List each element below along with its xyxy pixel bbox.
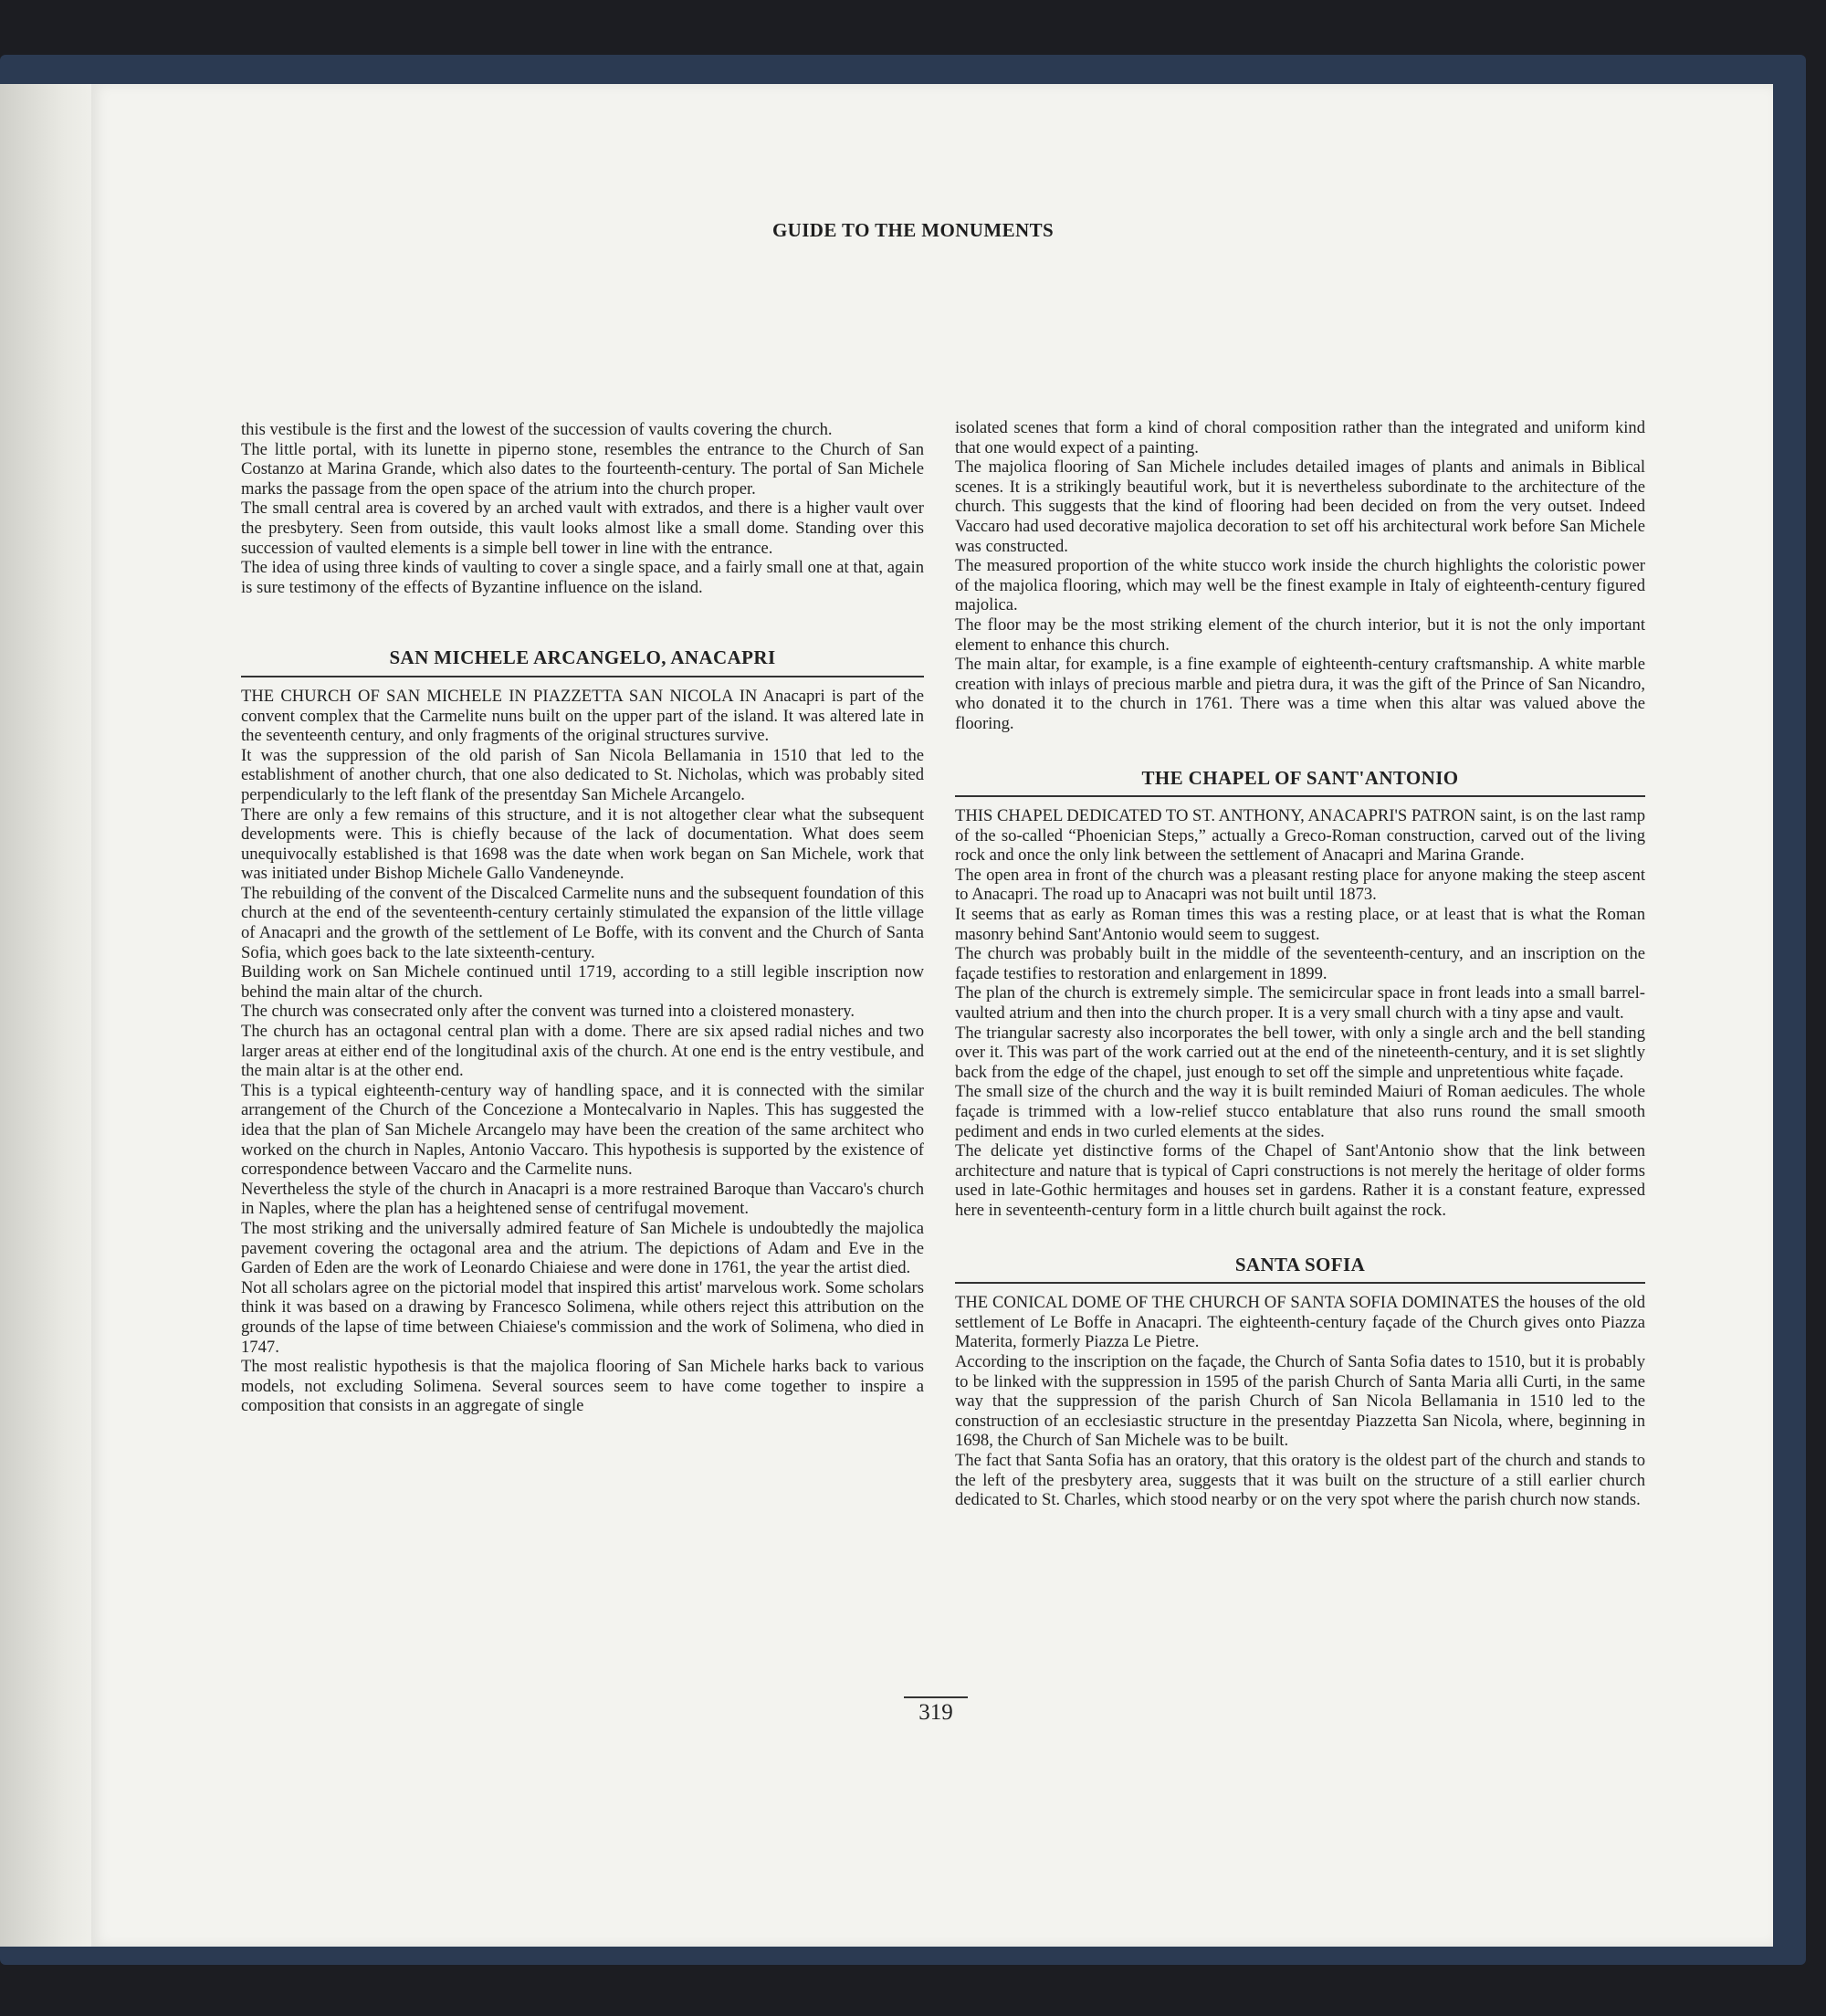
paragraph: The open area in front of the church was a pleasant resting place for anyone making the steep ascent to Anacapri. The road up to Anacapri was not built until 1873. — [955, 865, 1645, 905]
paragraph: THE CHURCH OF SAN MICHELE IN PIAZZETTA SAN NICOLA IN Anacapri is part of the convent complex that the Carmelite nuns built on the upper part of the island. It was altered late in the seventeenth century, and only fragments of the original structures survive. — [241, 686, 924, 746]
paragraph: The small central area is covered by an arched vault with extrados, and there is a higher vault over the presbytery. Seen from outside, this vault looks almost like a small dome. Standing over this succession of vaulted elements is a simple bell tower in line with the entrance. — [241, 499, 924, 558]
paragraph: The little portal, with its lunette in piperno stone, resembles the entrance to the Church of San Costanzo at Marina Grande, which also dates to the fourteenth-century. The portal of San Michele marks the passage from the open space of the atrium into the church proper. — [241, 439, 924, 499]
paragraph: The church was consecrated only after the convent was turned into a cloistered monastery. — [241, 1002, 855, 1022]
paragraph: It was the suppression of the old parish of San Nicola Bellamania in 1510 that led to the establishment of another church, that one also dedicated to St. Nicholas, which was probably sited perpendicularly to the left flank of the presentday San Michele Arcangelo. — [241, 745, 924, 804]
paragraph: The most striking and the universally admired feature of San Michele is undoubtedly the majolica pavement covering the octagonal area and the atrium. The depictions of Adam and Eve in the Garden of Eden are the work of Leonardo Chiaiese and were done in 1761, the year the artist died. — [241, 1218, 924, 1278]
paragraph: There are only a few remains of this structure, and it is not altogether clear what the subsequent developments were. This is chiefly because of the lack of documentation. What does seem unequivocally established is that 1698 was the date when work began on San Michele, work that was initiated under Bishop Michele Gallo Vandeneynde. — [241, 804, 924, 884]
paragraph: The main altar, for example, is a fine example of eighteenth-century craftsmanship. A white marble creation with inlays of precious marble and pietra dura, it was the gift of the Prince of San Nicandro, who donated it to the church in 1761. There was a time when this altar was valued above the flooring. — [955, 655, 1645, 733]
paragraph: The church was probably built in the middle of the seventeenth-century, and an inscription on the façade testifies to restoration and enlargement in 1899. — [955, 944, 1645, 983]
right-column — [955, 418, 1645, 1510]
paragraph: It seems that as early as Roman times this was a resting place, or at least that is what the Roman masonry behind Sant'Antonio would seem to suggest. — [955, 905, 1645, 944]
paragraph: Building work on San Michele continued until 1719, according to a still legible inscription now behind the main altar of the church. — [241, 962, 924, 1002]
paragraph: Nevertheless the style of the church in Anacapri is a more restrained Baroque than Vaccaro's church in Naples, where the plan has a heightened sense of centrifugal movement. — [241, 1179, 924, 1219]
running-head: GUIDE TO THE MONUMENTS — [771, 219, 1055, 241]
paragraph: The most realistic hypothesis is that the majolica flooring of San Michele harks back to various models, not excluding Solimena. Several sources seem to have come together to inspire a composition that consists in an aggregate of single — [241, 1357, 924, 1416]
paragraph: The idea of using three kinds of vaulting to cover a single space, and a fairly small one at that, again is sure testimony of the effects of Byzantine influence on the island. — [241, 558, 924, 597]
paragraph: The rebuilding of the convent of the Discalced Carmelite nuns and the subsequent foundation of this church at the end of the seventeenth-century certainly stimulated the expansion of the little village of Anacapri and the growth of the settlement of Le Boffe, with its convent and the Church of Santa Sofia, which goes back to the late sixteenth-century. — [241, 883, 924, 962]
left-column — [241, 420, 924, 1416]
section-heading-sant-antonio: THE CHAPEL OF SANT'ANTONIO — [955, 769, 1645, 798]
paragraph: this vestibule is the first and the lowest of the succession of vaults covering the church. — [241, 420, 833, 439]
paragraph: The measured proportion of the white stucco work inside the church highlights the coloristic power of the majolica flooring, which may well be the finest example in Italy of eighteenth-century figured majolica. — [955, 556, 1645, 615]
paragraph: THIS CHAPEL DEDICATED TO ST. ANTHONY, ANACAPRI'S PATRON saint, is on the last ramp of the so-called “Phoenician Steps,” actually a Greco-Roman construction, carved out of the living rock and once the only link between the settlement of Anacapri and Marina Grande. — [955, 806, 1645, 866]
paragraph: According to the inscription on the façade, the Church of Santa Sofia dates to 1510, but it is probably to be linked with the suppression in 1595 of the parish Church of Santa Maria alli Curti, in the same way that the suppression of the parish Church of San Nicola Bellamania in 1510 led to the construction of an ecclesiastic structure in the presentday Piazzetta San Nicola, where, beginning in 1698, the Church of San Michele was to be built. — [955, 1351, 1645, 1451]
paragraph: The floor may be the most striking element of the church interior, but it is not the only important element to enhance this church. — [955, 614, 1645, 655]
paragraph: Not all scholars agree on the pictorial model that inspired this artist' marvelous work. Some scholars think it was based on a drawing by Francesco Solimena, while others reject this attribution on the grounds of the lapse of time between Chiaiese's commission and the work of Solimena, who died in 1747. — [241, 1277, 924, 1357]
paragraph: The delicate yet distinctive forms of the Chapel of Sant'Antonio show that the link between architecture and nature that is typical of Capri constructions is not merely the heritage of older forms used in late-Gothic hermitages and houses set in gardens. Rather it is a constant feature, expressed here in seventeenth-century form in a little church built against the rock. — [955, 1141, 1645, 1220]
section-heading-santa-sofia: SANTA SOFIA — [955, 1255, 1645, 1285]
paragraph: The church has an octagonal central plan with a dome. There are six apsed radial niches and two larger areas at either end of the longitudinal axis of the church. At one end is the entry vestibule, and the main altar is at the other end. — [241, 1022, 924, 1081]
paragraph: The fact that Santa Sofia has an oratory, that this oratory is the oldest part of the church and stands to the left of the presbytery area, suggests that it was built on the structure of a still earlier church dedicated to St. Charles, which stood nearby or on the very spot where the parish church now stands. — [955, 1450, 1645, 1510]
paragraph: The small size of the church and the way it is built reminded Maiuri of Roman aedicules. The whole façade is trimmed with a low-relief stucco entablature that also runs round the small smooth pediment and ends in two curled elements at the sides. — [955, 1082, 1645, 1141]
paragraph: isolated scenes that form a kind of choral composition rather than the integrated and uniform kind that one would expect of a painting. — [955, 418, 1645, 457]
paragraph: The plan of the church is extremely simple. The semicircular space in front leads into a small barrel-vaulted atrium and then into the church proper. It is a very small church with a tiny apse and vault. — [955, 983, 1645, 1024]
page-number: 319 — [904, 1696, 968, 1726]
paragraph: The majolica flooring of San Michele includes detailed images of plants and animals in Biblical scenes. It is a strikingly beautiful work, but it is nevertheless subordinate to the architecture of the church. This suggests that the kind of flooring had been decided on from the very outset. Indeed Vaccaro had used decorative majolica decoration to set off his architectural work before San Michele was constructed. — [955, 457, 1645, 556]
paragraph: This is a typical eighteenth-century way of handling space, and it is connected with the similar arrangement of the Church of the Concezione a Montecalvario in Naples. This has suggested the idea that the plan of San Michele Arcangelo may have been the creation of the same architect who worked on the church in Naples, Antonio Vaccaro. This hypothesis is supported by the existence of correspondence between Vaccaro and the Carmelite nuns. — [241, 1080, 924, 1180]
section-heading-san-michele: SAN MICHELE ARCANGELO, ANACAPRI — [241, 648, 924, 677]
paragraph: THE CONICAL DOME OF THE CHURCH OF SANTA SOFIA DOMINATES the houses of the old settlement of Le Boffe in Anacapri. The eighteenth-century façade of the Church gives onto Piazza Materita, formerly Piazza Le Pietre. — [955, 1293, 1645, 1352]
paragraph: The triangular sacresty also incorporates the bell tower, with only a single arch and the bell standing over it. This was part of the work carried out at the end of the nineteenth-century, and it is set slightly back from the edge of the chapel, just enough to set off the simple and unpretentious white façade. — [955, 1023, 1645, 1082]
